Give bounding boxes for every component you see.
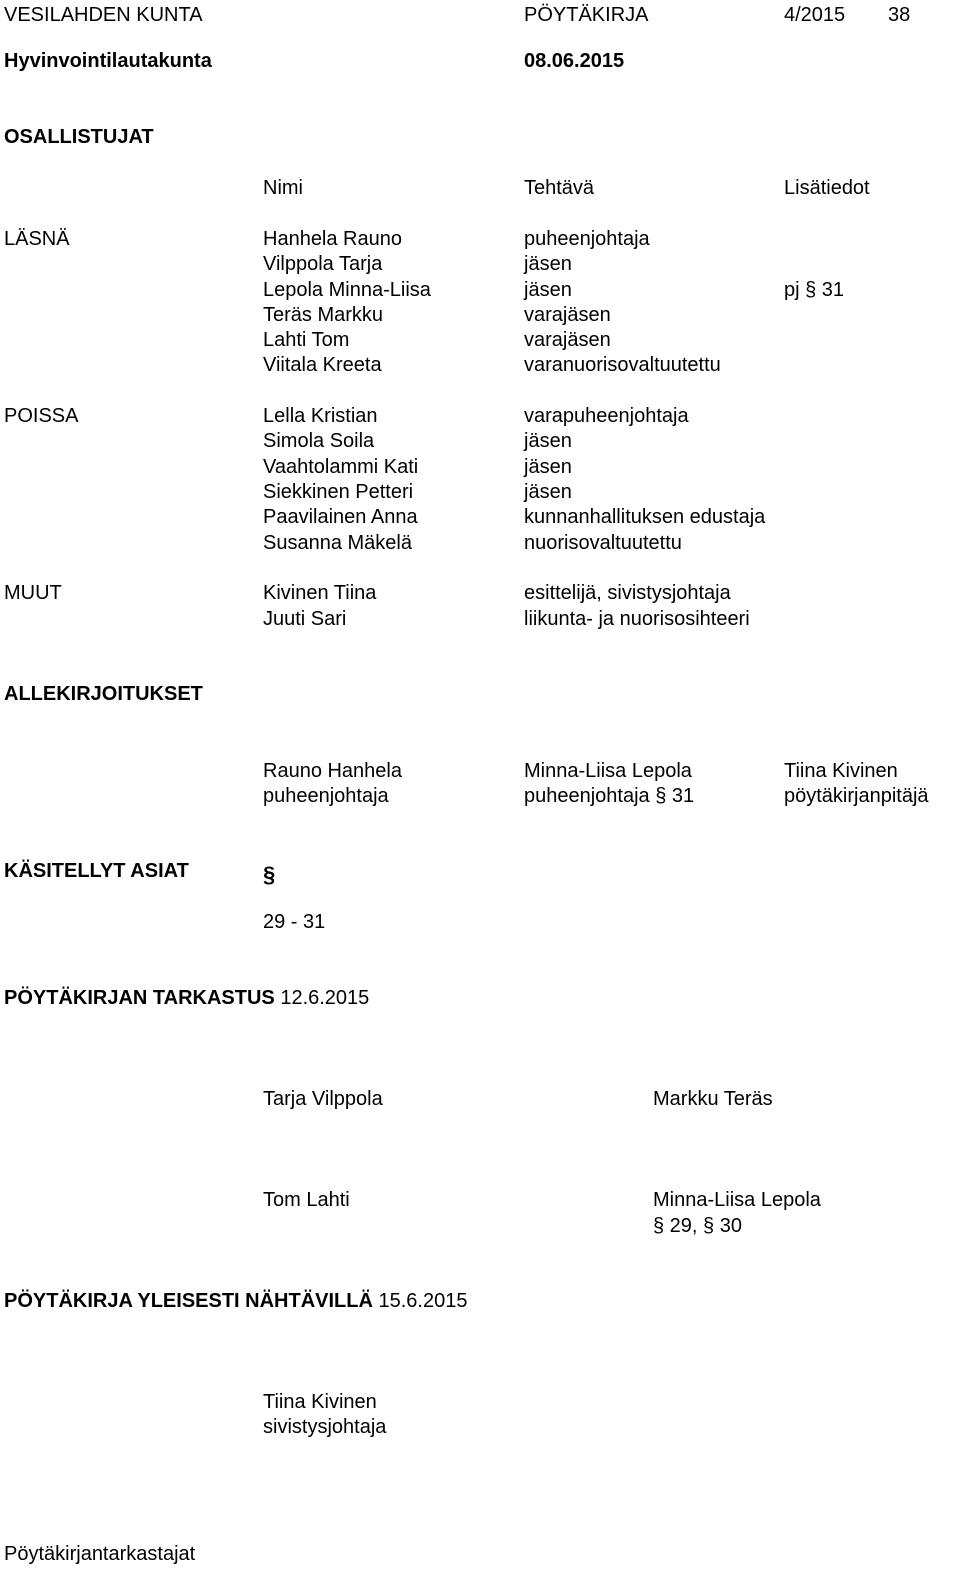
reviewer-name: Tom Lahti (263, 1189, 350, 1211)
participant-name: Lepola Minna-Liisa (263, 279, 431, 301)
absent-name: Lella Kristian (263, 405, 378, 427)
absent-role: kunnanhallituksen edustaja (524, 506, 766, 528)
participant-role: varajäsen (524, 304, 611, 326)
participant-name: Viitala Kreeta (263, 354, 382, 376)
public-date: 15.6.2015 (378, 1290, 468, 1312)
absent-role: jäsen (524, 481, 572, 503)
reviewer-name: Tarja Vilppola (263, 1088, 383, 1110)
participants-heading: OSALLISTUJAT (4, 126, 154, 148)
reviewer-note: § 29, § 30 (653, 1215, 742, 1237)
others-label: MUUT (4, 582, 62, 604)
reviewer-name: Minna-Liisa Lepola (653, 1189, 821, 1211)
column-header-name: Nimi (263, 177, 303, 199)
document-number: 4/2015 (784, 4, 846, 26)
page-number: 38 (888, 4, 911, 26)
absent-role: varapuheenjohtaja (524, 405, 689, 427)
section-sign: § (263, 862, 276, 887)
public-line (4, 1288, 467, 1314)
review-line (4, 985, 369, 1011)
review-date: 12.6.2015 (280, 987, 370, 1009)
items-heading: KÄSITELLYT ASIAT (4, 860, 189, 882)
participant-role: jäsen (524, 253, 572, 275)
other-role: liikunta- ja nuorisosihteeri (524, 608, 750, 630)
absent-name: Susanna Mäkelä (263, 532, 412, 554)
absent-role: jäsen (524, 456, 572, 478)
signer-name: Tiina Kivinen (784, 760, 898, 782)
items-range: 29 - 31 (263, 911, 326, 933)
absent-name: Paavilainen Anna (263, 506, 418, 528)
review-heading: PÖYTÄKIRJAN TARKASTUS (4, 987, 275, 1009)
public-heading: PÖYTÄKIRJA YLEISESTI NÄHTÄVILLÄ (4, 1290, 373, 1312)
absent-role: jäsen (524, 430, 572, 452)
absent-name: Simola Soila (263, 430, 375, 452)
present-label: LÄSNÄ (4, 228, 70, 250)
participant-name: Vilppola Tarja (263, 253, 383, 275)
municipality-name: VESILAHDEN KUNTA (4, 4, 203, 26)
participant-role: jäsen (524, 279, 572, 301)
absent-name: Vaahtolammi Kati (263, 456, 419, 478)
participant-name: Teräs Markku (263, 304, 384, 326)
public-signer-title: sivistysjohtaja (263, 1416, 387, 1438)
participant-role: varanuorisovaltuutettu (524, 354, 721, 376)
column-header-role: Tehtävä (524, 177, 595, 199)
meeting-date: 08.06.2015 (524, 50, 625, 72)
participant-name: Hanhela Rauno (263, 228, 402, 250)
participant-name: Lahti Tom (263, 329, 350, 351)
column-header-info: Lisätiedot (784, 177, 870, 199)
signer-title: puheenjohtaja (263, 785, 389, 807)
footer-label: Pöytäkirjantarkastajat (4, 1543, 196, 1565)
participant-role: puheenjohtaja (524, 228, 650, 250)
participant-role: varajäsen (524, 329, 611, 351)
signer-name: Rauno Hanhela (263, 760, 402, 782)
other-name: Juuti Sari (263, 608, 347, 630)
signatures-heading: ALLEKIRJOITUKSET (4, 683, 203, 705)
other-role: esittelijä, sivistysjohtaja (524, 582, 731, 604)
absent-name: Siekkinen Petteri (263, 481, 414, 503)
other-name: Kivinen Tiina (263, 582, 377, 604)
public-signer-name: Tiina Kivinen (263, 1391, 377, 1413)
absent-role: nuorisovaltuutettu (524, 532, 682, 554)
board-name: Hyvinvointilautakunta (4, 50, 212, 72)
absent-label: POISSA (4, 405, 79, 427)
signer-title: pöytäkirjanpitäjä (784, 785, 929, 807)
signer-name: Minna-Liisa Lepola (524, 760, 692, 782)
signer-title: puheenjohtaja § 31 (524, 785, 695, 807)
participant-info: pj § 31 (784, 279, 845, 301)
reviewer-name: Markku Teräs (653, 1088, 773, 1110)
document-type: PÖYTÄKIRJA (524, 4, 649, 26)
